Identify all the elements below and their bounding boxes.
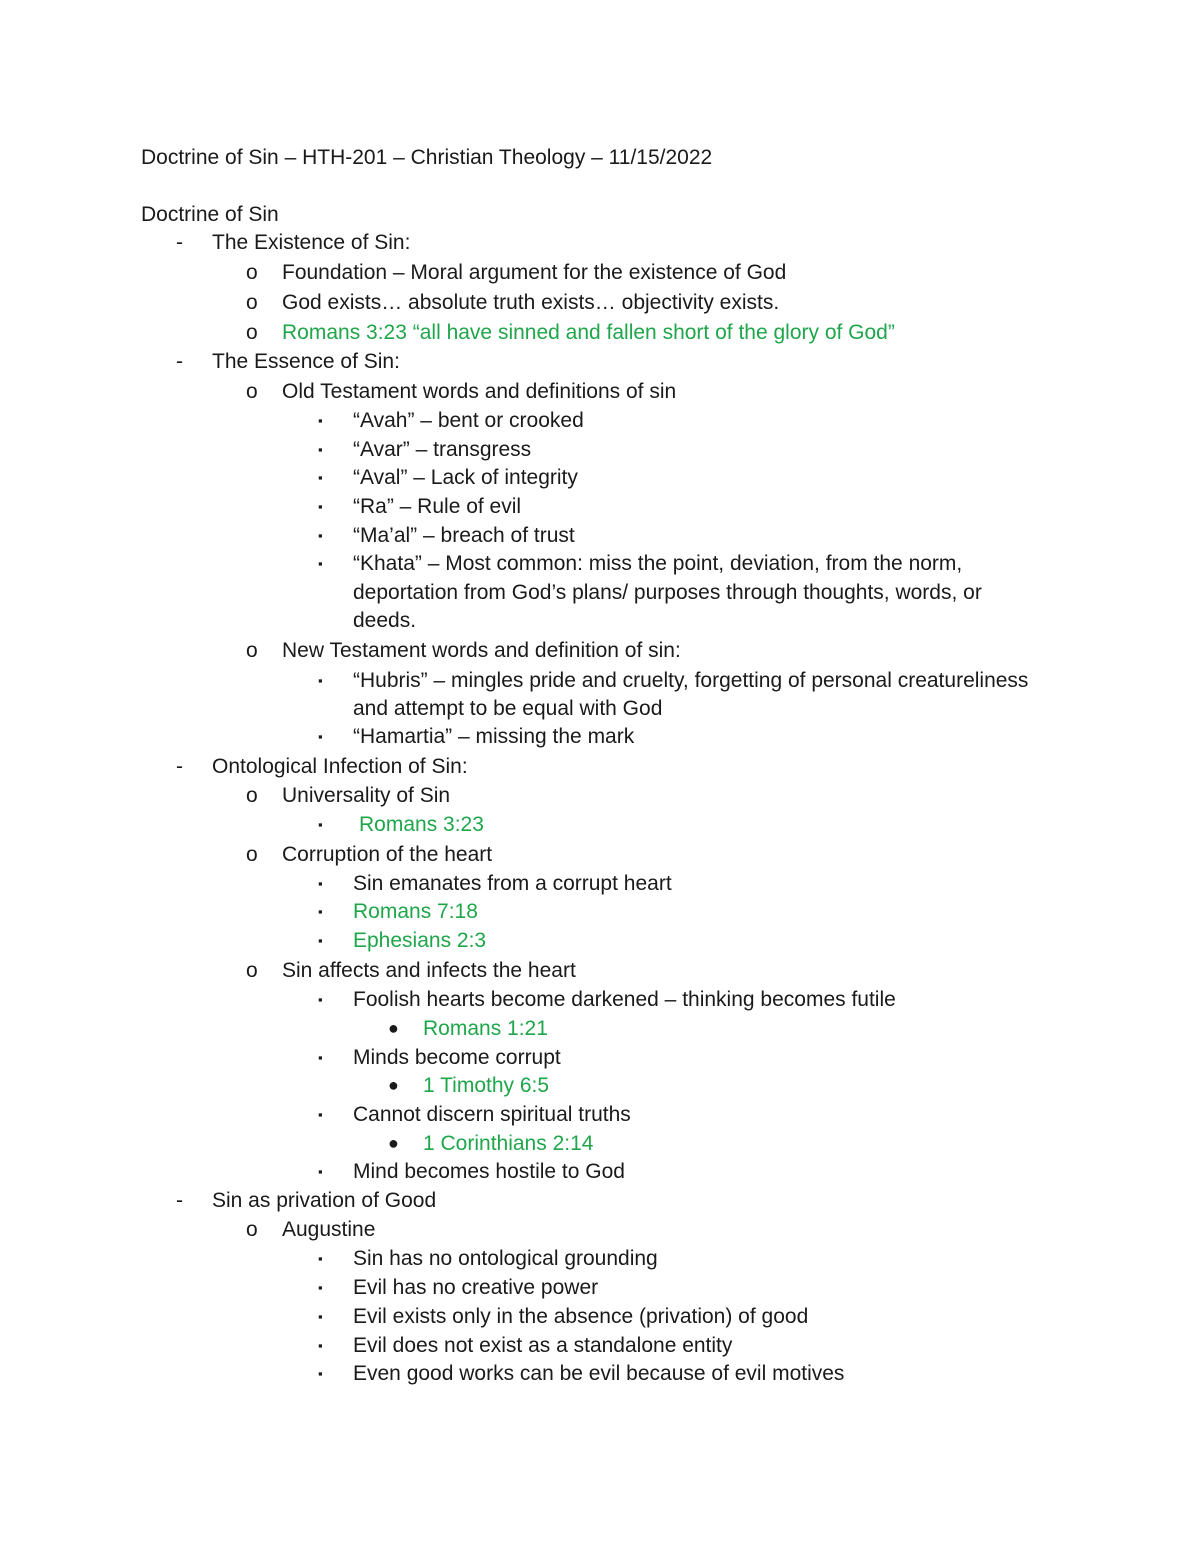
circle-marker: o [246,843,258,866]
circle-marker: o [246,639,258,662]
dot-marker: ● [388,1133,399,1153]
square-marker: ▪ [318,1338,323,1353]
existence-label: The Existence of Sin: [212,231,411,254]
document-title: Doctrine of Sin – HTH-201 – Christian Theology – 11/15/2022 [141,146,713,169]
list-item: “Hubris” – mingles pride and cruelty, forgetting of personal creatureliness [353,669,1029,692]
square-marker: ▪ [318,673,323,688]
square-marker: ▪ [318,413,323,428]
scripture-reference: Romans 1:21 [423,1017,548,1040]
list-item: Evil has no creative power [353,1276,599,1299]
circle-marker: o [246,784,258,807]
square-marker: ▪ [318,876,323,891]
privation-label: Sin as privation of Good [212,1189,437,1212]
square-marker: ▪ [318,499,323,514]
square-marker: ▪ [318,904,323,919]
square-marker: ▪ [318,1280,323,1295]
list-item: Sin emanates from a corrupt heart [353,872,672,895]
square-marker: ▪ [318,1251,323,1266]
list-item: “Ra” – Rule of evil [353,495,522,518]
dot-marker: ● [388,1075,399,1095]
square-marker: ▪ [318,1164,323,1179]
square-marker: ▪ [318,933,323,948]
list-item: Foolish hearts become darkened – thinking becomes futile [353,988,896,1011]
section-heading: Doctrine of Sin [141,203,279,226]
dash-marker: - [176,1189,183,1212]
dash-marker: - [176,755,183,778]
square-marker: ▪ [318,528,323,543]
scripture-reference: Romans 3:23 [359,813,484,836]
list-item: “Aval” – Lack of integrity [353,466,578,489]
list-item: Mind becomes hostile to God [353,1160,625,1183]
essence-label: The Essence of Sin: [212,350,400,373]
list-item: New Testament words and definition of sin: [282,639,681,662]
list-item: “Ma’al” – breach of trust [353,524,575,547]
square-marker: ▪ [318,1050,323,1065]
dash-marker: - [176,231,183,254]
circle-marker: o [246,1218,258,1241]
circle-marker: o [246,321,258,344]
square-marker: ▪ [318,1309,323,1324]
list-item: Evil does not exist as a standalone entity [353,1334,733,1357]
list-item: “Khata” – Most common: miss the point, deviation, from the norm, [353,552,963,575]
list-item: God exists… absolute truth exists… objectivity exists. [282,291,780,314]
list-item: “Hamartia” – missing the mark [353,725,635,748]
list-item: Evil exists only in the absence (privation) of good [353,1305,809,1328]
circle-marker: o [246,959,258,982]
circle-marker: o [246,380,258,403]
list-item: Old Testament words and definitions of sin [282,380,677,403]
dash-marker: - [176,350,183,373]
scripture-reference: 1 Corinthians 2:14 [423,1132,594,1155]
square-marker: ▪ [318,992,323,1007]
square-marker: ▪ [318,817,323,832]
list-item: Augustine [282,1218,376,1241]
ontological-label: Ontological Infection of Sin: [212,755,468,778]
list-item-continuation: and attempt to be equal with God [353,697,663,720]
square-marker: ▪ [318,442,323,457]
scripture-reference: Ephesians 2:3 [353,929,487,952]
circle-marker: o [246,261,258,284]
scripture-reference: Romans 7:18 [353,900,478,923]
list-item-continuation: deeds. [353,609,417,632]
list-item: Cannot discern spiritual truths [353,1103,631,1126]
scripture-reference: 1 Timothy 6:5 [423,1074,550,1097]
list-item: Universality of Sin [282,784,451,807]
dot-marker: ● [388,1018,399,1038]
list-item: Foundation – Moral argument for the existence of God [282,261,787,284]
square-marker: ▪ [318,1366,323,1381]
square-marker: ▪ [318,470,323,485]
list-item: “Avah” – bent or crooked [353,409,584,432]
square-marker: ▪ [318,556,323,571]
square-marker: ▪ [318,1107,323,1122]
square-marker: ▪ [318,729,323,744]
circle-marker: o [246,291,258,314]
list-item: “Avar” – transgress [353,438,532,461]
scripture-reference: Romans 3:23 “all have sinned and fallen short of the glory of God” [282,321,895,344]
list-item: Corruption of the heart [282,843,493,866]
list-item-continuation: deportation from God’s plans/ purposes through thoughts, words, or [353,581,982,604]
list-item: Even good works can be evil because of evil motives [353,1362,845,1385]
list-item: Minds become corrupt [353,1046,561,1069]
list-item: Sin has no ontological grounding [353,1247,658,1270]
list-item: Sin affects and infects the heart [282,959,576,982]
